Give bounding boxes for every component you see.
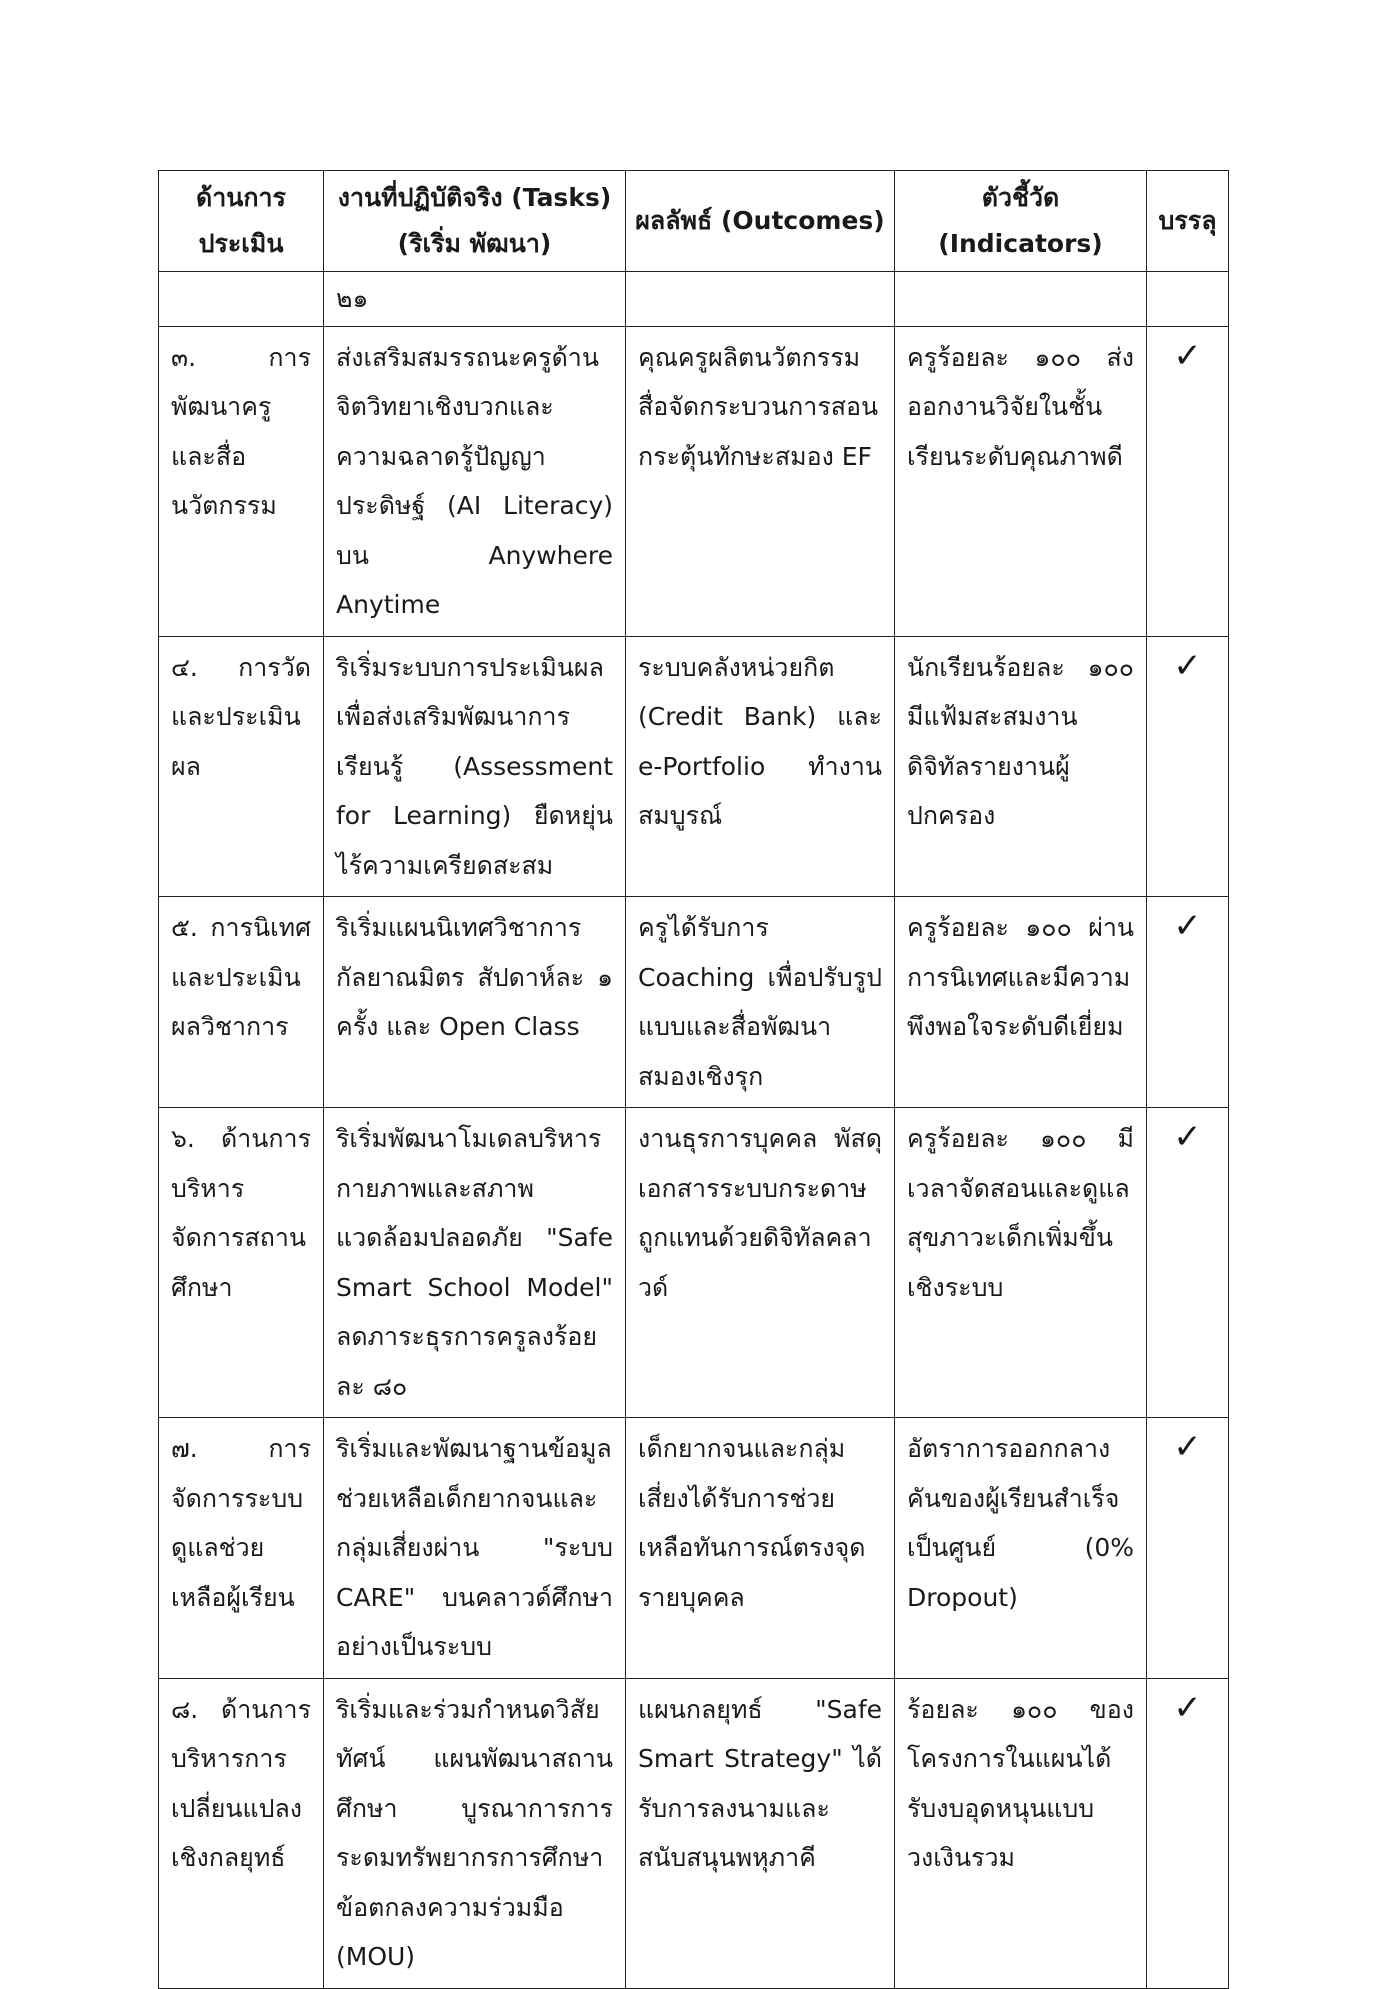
cell-tasks: ริเริ่มและร่วมกำหนดวิสัยทัศน์ แผนพัฒนาสถานศึกษา บูรณาการการระดมทรัพยากรการศึกษาข้อตกลงความร่วมมือ (MOU) <box>324 1678 626 1988</box>
cell-check <box>1147 1678 1229 1988</box>
cell-outcomes: ระบบคลังหน่วยกิต (Credit Bank) และ e-Portfolio ทำงานสมบูรณ์ <box>626 636 895 897</box>
cell-area <box>159 272 324 327</box>
cell-area: ๗. การจัดการระบบดูแลช่วยเหลือผู้เรียน <box>159 1418 324 1679</box>
cell-indicators: ครูร้อยละ ๑๐๐ มีเวลาจัดสอนและดูแลสุขภาวะเด็กเพิ่มขึ้นเชิงระบบ <box>895 1108 1147 1418</box>
header-outcomes: ผลลัพธ์ (Outcomes) <box>626 171 895 272</box>
cell-tasks: ริเริ่มระบบการประเมินผลเพื่อส่งเสริมพัฒนาการเรียนรู้ (Assessment for Learning) ยืดหยุ่น ไร้ความเครียดสะสม <box>324 636 626 897</box>
table-row <box>159 1108 1229 1418</box>
check-icon: ✓ <box>1173 1427 1202 1467</box>
cell-area: ๔. การวัดและประเมินผล <box>159 636 324 897</box>
check-icon: ✓ <box>1173 645 1202 686</box>
check-icon: ✓ <box>1173 335 1202 376</box>
check-icon: ✓ <box>1173 906 1202 946</box>
cell-check <box>1147 1108 1229 1418</box>
cell-area: ๕. การนิเทศและประเมินผลวิชาการ <box>159 897 324 1108</box>
cell-indicators: ครูร้อยละ ๑๐๐ ส่งออกงานวิจัยในชั้นเรียนระดับคุณภาพดี <box>895 326 1147 636</box>
cell-area: ๖. ด้านการบริหารจัดการสถานศึกษา <box>159 1108 324 1418</box>
check-icon: ✓ <box>1173 1117 1202 1157</box>
table-row <box>159 897 1229 1108</box>
cell-outcomes: เด็กยากจนและกลุ่มเสี่ยงได้รับการช่วยเหลือทันการณ์ตรงจุดรายบุคคล <box>626 1418 895 1679</box>
cell-tasks: ริเริ่มแผนนิเทศวิชาการกัลยาณมิตร สัปดาห์ละ ๑ ครั้ง และ Open Class <box>324 897 626 1108</box>
cell-tasks: ๒๑ <box>324 272 626 327</box>
cell-outcomes: ครูได้รับการ Coaching เพื่อปรับรูปแบบและสื่อพัฒนาสมองเชิงรุก <box>626 897 895 1108</box>
cell-indicators: ร้อยละ ๑๐๐ ของโครงการในแผนได้รับงบอุดหนุนแบบวงเงินรวม <box>895 1678 1147 1988</box>
cell-tasks: ริเริ่มและพัฒนาฐานข้อมูลช่วยเหลือเด็กยากจนและกลุ่มเสี่ยงผ่าน "ระบบ CARE" บนคลาวด์ศึกษาอย่างเป็นระบบ <box>324 1418 626 1679</box>
header-indicators: ตัวชี้วัด (Indicators) <box>895 171 1147 272</box>
cell-indicators: อัตราการออกกลางคันของผู้เรียนสำเร็จเป็นศูนย์ (0% Dropout) <box>895 1418 1147 1679</box>
header-achieved: บรรลุ <box>1147 171 1229 272</box>
cell-outcomes: งานธุรการบุคคล พัสดุ เอกสารระบบกระดาษถูกแทนด้วยดิจิทัลคลาวด์ <box>626 1108 895 1418</box>
cell-check <box>1147 272 1229 327</box>
cell-outcomes <box>626 272 895 327</box>
table-row <box>159 1678 1229 1988</box>
cell-tasks: ส่งเสริมสมรรถนะครูด้านจิตวิทยาเชิงบวกและความฉลาดรู้ปัญญาประดิษฐ์ (AI Literacy) บน Anywhere Anytime <box>324 326 626 636</box>
cell-area: ๘. ด้านการบริหารการเปลี่ยนแปลงเชิงกลยุทธ์ <box>159 1678 324 1988</box>
assessment-table <box>158 170 1229 1989</box>
table-row-continuation <box>159 272 1229 327</box>
cell-check <box>1147 897 1229 1108</box>
cell-indicators <box>895 272 1147 327</box>
cell-check <box>1147 1418 1229 1679</box>
cell-check <box>1147 326 1229 636</box>
table-header-row <box>159 171 1229 272</box>
table-row <box>159 636 1229 897</box>
cell-indicators: ครูร้อยละ ๑๐๐ ผ่านการนิเทศและมีความพึงพอใจระดับดีเยี่ยม <box>895 897 1147 1108</box>
header-area: ด้านการประเมิน <box>159 171 324 272</box>
cell-tasks: ริเริ่มพัฒนาโมเดลบริหารกายภาพและสภาพแวดล้อมปลอดภัย "Safe Smart School Model" ลดภาระธุรการครูลงร้อยละ ๘๐ <box>324 1108 626 1418</box>
check-icon: ✓ <box>1173 1687 1202 1728</box>
cell-outcomes: คุณครูผลิตนวัตกรรมสื่อจัดกระบวนการสอนกระตุ้นทักษะสมอง EF <box>626 326 895 636</box>
header-tasks: งานที่ปฏิบัติจริง (Tasks) (ริเริ่ม พัฒนา) <box>324 171 626 272</box>
cell-outcomes: แผนกลยุทธ์ "Safe Smart Strategy" ได้รับการลงนามและสนับสนุนพหุภาคี <box>626 1678 895 1988</box>
table-row <box>159 326 1229 636</box>
cell-check <box>1147 636 1229 897</box>
cell-area: ๓. การพัฒนาครูและสื่อนวัตกรรม <box>159 326 324 636</box>
table-row <box>159 1418 1229 1679</box>
cell-indicators: นักเรียนร้อยละ ๑๐๐ มีแฟ้มสะสมงานดิจิทัลรายงานผู้ปกครอง <box>895 636 1147 897</box>
